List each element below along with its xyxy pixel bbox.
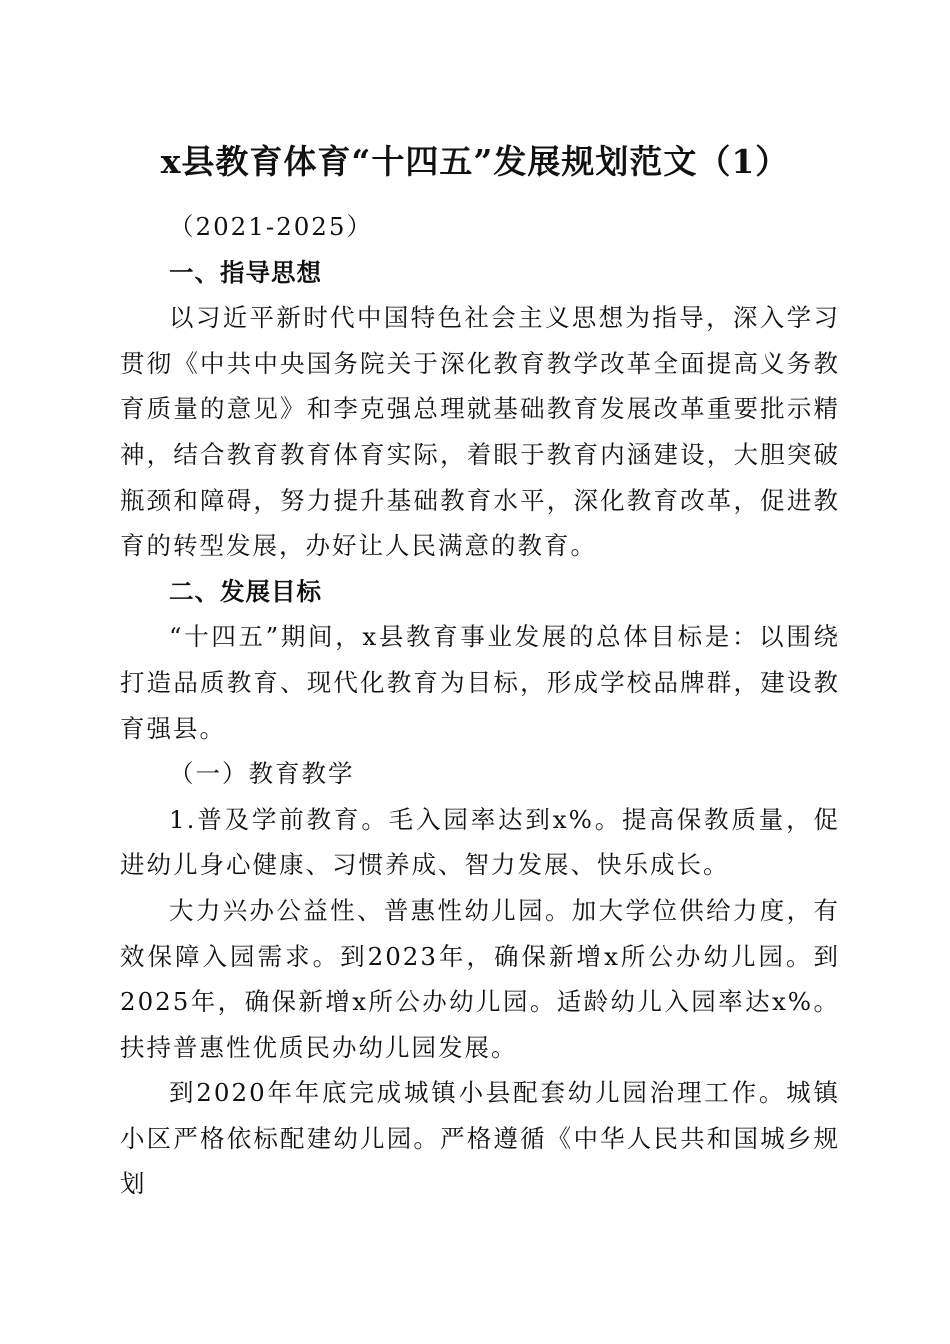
- document-title: x县教育体育“十四五”发展规划范文（1）: [160, 142, 790, 181]
- subsection-heading-education-teaching: （一）教育教学: [169, 759, 355, 789]
- section-heading-guiding-ideology: 一、指导思想: [169, 257, 322, 287]
- period-line: （2021-2025）: [169, 212, 373, 241]
- paragraph-guiding-ideology: 以习近平新时代中国特色社会主义思想为指导，深入学习贯彻《中共中央国务院关于深化教育教学改革全面提高义务教育质量的意见》和李克强总理就基础教育发展改革重要批示精神，结合教育教育体育实际，着眼于教育内涵建设，大胆突破瓶颈和障碍，努力提升基础教育水平，深化教育改革，促进教育的转型发展，办好让人民满意的教育。: [120, 303, 840, 561]
- paragraph-public-kindergartens: 大力兴办公益性、普惠性幼儿园。加大学位供给力度，有效保障入园需求。到2023年，确保新增x所公办幼儿园。到2025年，确保新增x所公办幼儿园。适龄幼儿入园率达x%。扶持普惠性优质民办幼儿园发展。: [120, 895, 840, 1062]
- document-body: [120, 204, 840, 1207]
- section-heading-development-goals: 二、发展目标: [169, 576, 322, 606]
- paragraph-development-goals: “十四五”期间，x县教育事业发展的总体目标是：以围绕打造品质教育、现代化教育为目标，形成学校品牌群，建设教育强县。: [120, 622, 840, 743]
- paragraph-preschool-education: 1.普及学前教育。毛入园率达到x%。提高保教质量，促进幼儿身心健康、习惯养成、智力发展、快乐成长。: [120, 804, 840, 880]
- paragraph-kindergarten-governance: 到2020年年底完成城镇小县配套幼儿园治理工作。城镇小区严格依标配建幼儿园。严格遵循《中华人民共和国城乡规划: [120, 1078, 840, 1199]
